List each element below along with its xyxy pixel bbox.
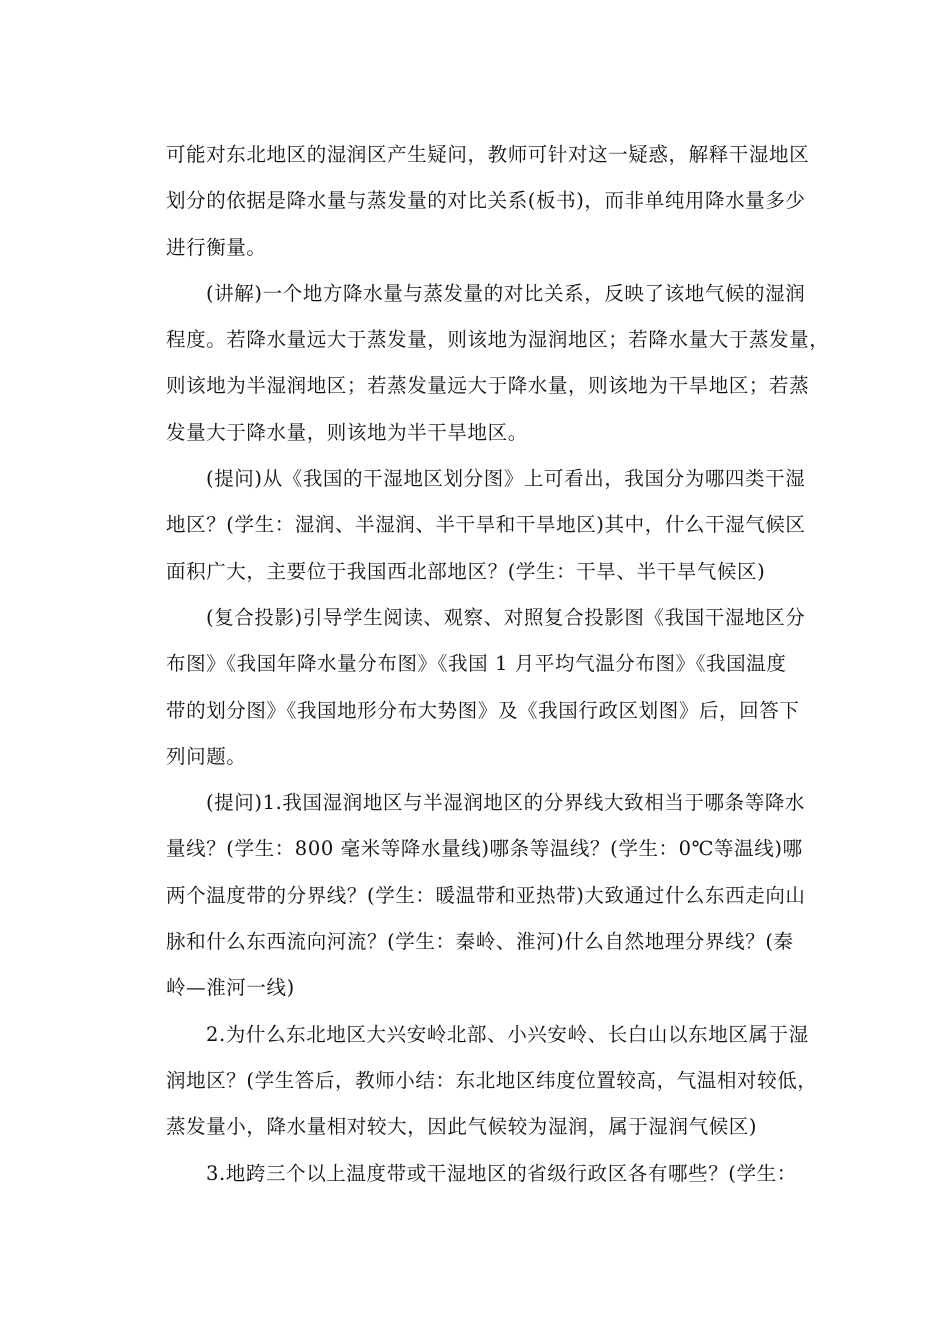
text-line: 可能对东北地区的湿润区产生疑问，教师可针对这一疑惑，解释干湿地区	[166, 143, 810, 166]
text-line: 列问题。	[166, 744, 247, 768]
text-line: 发量大于降水量，则该地为半干旱地区。	[166, 420, 528, 444]
text-line: 进行衡量。	[166, 235, 267, 259]
text-line: (讲解)一个地方降水量与蒸发量的对比关系，反映了该地气候的湿润	[206, 281, 806, 305]
text-line: 布图》《我国年降水量分布图》《我国 1 月平均气温分布图》《我国温度	[166, 652, 787, 676]
text-line: 划分的依据是降水量与蒸发量的对比关系(板书)，而非单纯用降水量多少	[166, 189, 806, 213]
text-line: 脉和什么东西流向河流？(学生：秦岭、淮河)什么自然地理分界线？(秦	[166, 930, 794, 954]
text-line: 蒸发量小，降水量相对较大，因此气候较为湿润，属于湿润气候区)	[166, 1115, 758, 1139]
text-line: 岭—淮河一线)	[166, 976, 295, 1000]
text-line: 量线？(学生：800 毫米等降水量线)哪条等温线？(学生：0℃等温线)哪	[166, 837, 803, 861]
text-line: 则该地为半湿润地区；若蒸发量远大于降水量，则该地为干旱地区；若蒸	[166, 374, 810, 398]
text-line: (复合投影)引导学生阅读、观察、对照复合投影图《我国干湿地区分	[206, 605, 806, 629]
text-line: (提问)1.我国湿润地区与半湿润地区的分界线大致相当于哪条等降水	[206, 791, 806, 815]
text-line: 带的划分图》《我国地形分布大势图》及《我国行政区划图》后，回答下	[166, 698, 800, 722]
text-line: 面积广大，主要位于我国西北部地区？(学生：干旱、半干旱气候区)	[166, 559, 766, 583]
text-line: 两个温度带的分界线？(学生：暖温带和亚热带)大致通过什么东西走向山	[166, 883, 806, 907]
document-body	[166, 138, 830, 1203]
text-line: 3.地跨三个以上温度带或干湿地区的省级行政区各有哪些？(学生：	[206, 1161, 797, 1185]
text-line: 润地区？(学生答后，教师小结：东北地区纬度位置较高，气温相对较低，	[166, 1068, 818, 1092]
text-line: 2.为什么东北地区大兴安岭北部、小兴安岭、长白山以东地区属于湿	[206, 1022, 809, 1046]
text-line: 程度。若降水量远大于蒸发量，则该地为湿润地区；若降水量大于蒸发量，	[166, 328, 830, 352]
text-line: (提问)从《我国的干湿地区划分图》上可看出，我国分为哪四类干湿	[206, 467, 806, 491]
text-line: 地区？(学生：湿润、半湿润、半干旱和干旱地区)其中，什么干湿气候区	[166, 513, 806, 537]
